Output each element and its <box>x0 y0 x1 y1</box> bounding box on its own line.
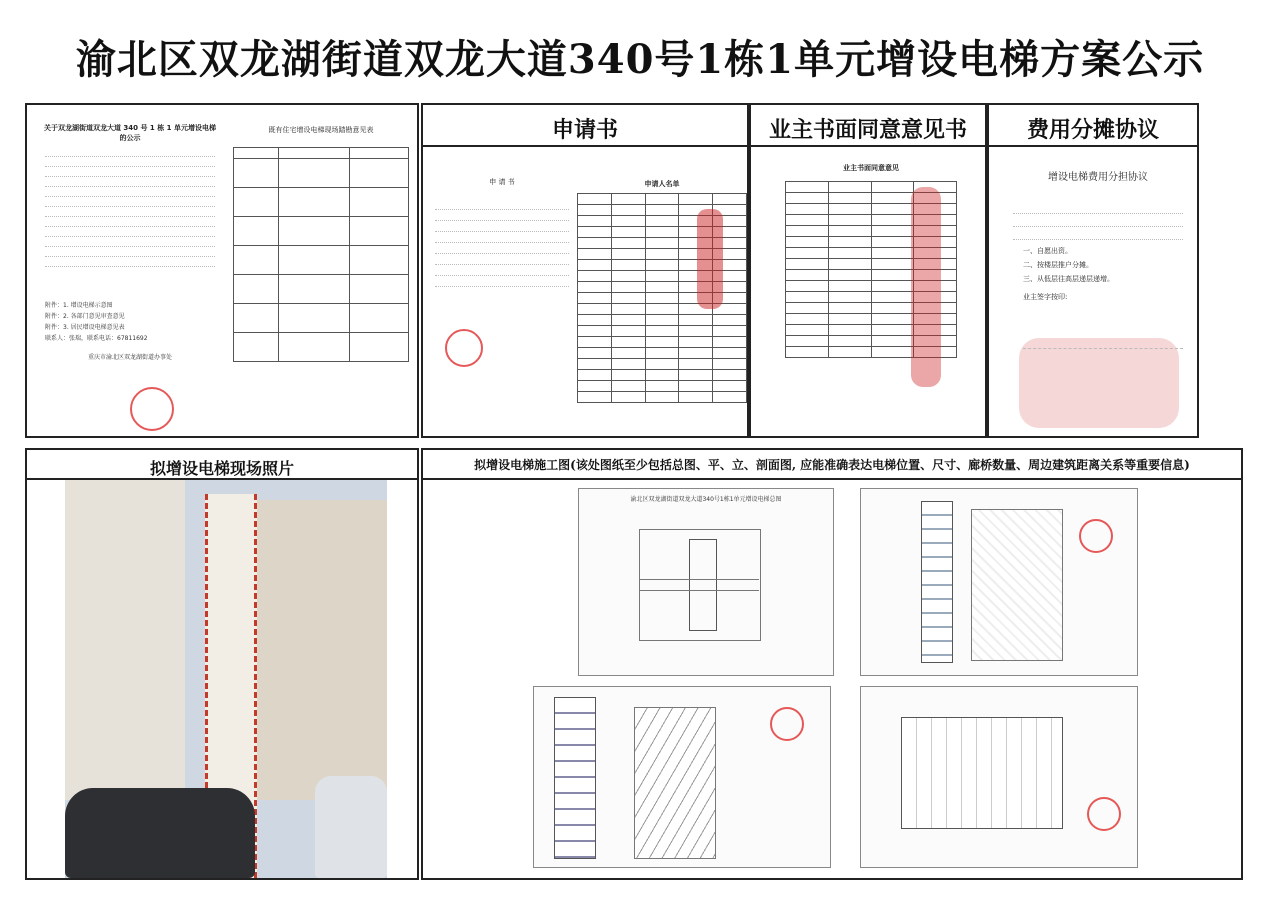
application-panel <box>421 103 749 438</box>
consent-doc-title: 业主书面同意意见 <box>843 164 899 172</box>
photo-header: 拟增设电梯现场照片 <box>149 459 294 478</box>
handwritten-signatures <box>1023 348 1183 429</box>
cost-document <box>1003 153 1193 435</box>
cost-panel <box>987 103 1199 438</box>
application-header: 申请书 <box>551 117 618 143</box>
drawing-stamp-1 <box>1079 519 1113 553</box>
notice-attachment-1: 附件：1. 增设电梯示意图 <box>45 302 113 309</box>
survey-form-title: 既有住宅增设电梯现场踏勘意见表 <box>268 126 374 134</box>
drawing-stamp-3 <box>1087 797 1121 831</box>
notice-body-lines <box>45 147 215 297</box>
notice-panel <box>25 103 419 438</box>
official-seal-icon <box>130 387 174 431</box>
notice-document <box>35 119 225 434</box>
consent-panel <box>749 103 987 438</box>
application-letter <box>427 151 577 436</box>
drawings-panel <box>421 448 1243 880</box>
parked-car-white <box>315 776 387 878</box>
plan-drawing <box>860 686 1138 868</box>
notice-title: 关于双龙湖街道双龙大道 340 号 1 栋 1 单元增设电梯的公示 <box>44 124 216 142</box>
survey-form <box>227 119 415 434</box>
page-title: 渝北区双龙湖街道双龙大道340号1栋1单元增设电梯方案公示 <box>75 36 1205 83</box>
application-letter-title: 申 请 书 <box>489 178 515 186</box>
building-right <box>235 500 387 800</box>
cost-item-2: 二、按楼层推户分摊。 <box>1023 261 1093 269</box>
cost-item-3: 三、从低层往高层递层递增。 <box>1023 275 1114 283</box>
notice-footer: 重庆市渝北区双龙湖街道办事处 <box>87 354 172 361</box>
cost-sign-label: 业主签字按印: <box>1023 293 1068 301</box>
consent-header: 业主书面同意意见书 <box>768 117 967 143</box>
survey-table <box>233 147 409 362</box>
site-photo <box>65 480 387 878</box>
site-plan-label: 渝北区双龙湖街道双龙大道340号1栋1单元增设电梯总图 <box>630 496 782 503</box>
notice-attachment-3: 附件：3. 居民增设电梯意见表 <box>45 324 125 331</box>
parked-car-dark <box>65 788 255 878</box>
site-plan-drawing <box>578 488 834 676</box>
applicant-list-title: 申请人名单 <box>644 180 680 188</box>
elevation-drawing-1 <box>860 488 1138 676</box>
building-left <box>65 480 185 800</box>
fingerprint-marks <box>697 209 723 309</box>
consent-fingerprints <box>911 187 941 387</box>
drawing-stamp-2 <box>770 707 804 741</box>
cost-header: 费用分摊协议 <box>1026 117 1159 143</box>
applicant-list <box>577 151 747 436</box>
consent-document <box>781 157 961 417</box>
section-drawing <box>533 686 831 868</box>
cost-doc-title: 增设电梯费用分担协议 <box>1048 172 1148 183</box>
notice-contact: 联系人：张瑞，联系电话：67811692 <box>45 335 148 342</box>
application-seal-icon <box>445 329 483 367</box>
photo-panel <box>25 448 419 880</box>
cost-item-1: 一、自愿出资。 <box>1023 247 1072 255</box>
drawings-header: 拟增设电梯施工图(该处图纸至少包括总图、平、立、剖面图, 应能准确表达电梯位置、尺寸、廊桥数量、周边建筑距离关系等重要信息) <box>474 458 1190 472</box>
notice-attachment-2: 附件：2. 各部门意见审查意见 <box>45 313 125 320</box>
